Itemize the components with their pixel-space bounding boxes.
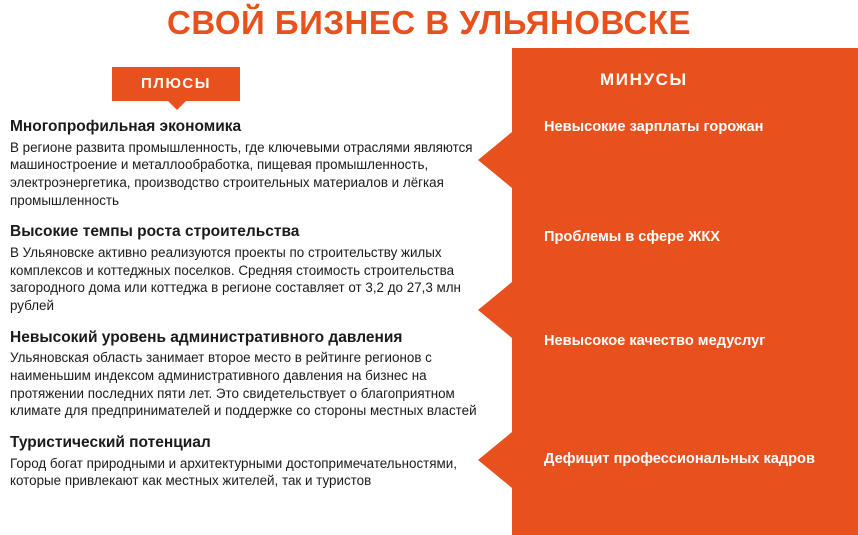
list-item: Проблемы в сфере ЖКХ — [544, 229, 721, 245]
plus-item-body: В Ульяновске активно реализуются проекты по строительству жилых комплексов и коттеджных поселков. Средняя стоимость строительства загородного дома или коттеджа в регионе составляет от 3,2 до 27,3 млн рублей — [10, 244, 461, 313]
list-item: Дефицит профессиональных кадров — [544, 451, 815, 467]
list-item — [10, 223, 480, 314]
plus-item-body: Ульяновская область занимает второе место в рейтинге регионов с наименьшим индексом административного давления на бизнес на протяжении последних пяти лет. Это свидетельствует о благоприятном климате для предпринимателей и поддержке со стороны местных властей — [10, 350, 477, 419]
page-title: СВОЙ БИЗНЕС В УЛЬЯНОВСКЕ — [166, 4, 691, 41]
pluses-badge — [112, 67, 240, 101]
plus-item-head: Туристический потенциал — [10, 434, 211, 452]
list-item — [10, 434, 480, 490]
plus-item-head: Многопрофильная экономика — [10, 118, 242, 135]
list-item — [10, 118, 480, 209]
plus-item-body: Город богат природными и архитектурными достопримечательностями, которые привлекают как местных жителей, так и туристов — [10, 455, 457, 489]
plus-item-body: В регионе развита промышленность, где ключевыми отраслями являются машиностроение и металлообработка, пищевая промышленность, электроэнергетика, производство строительных материалов и лёгкая промышленность — [10, 139, 473, 208]
pluses-list — [10, 118, 480, 504]
list-item: Невысокое качество медуслуг — [544, 333, 766, 349]
minuses-list — [544, 118, 854, 535]
plus-item-head: Высокие темпы роста строительства — [10, 223, 300, 241]
minuses-title: МИНУСЫ — [600, 70, 688, 89]
plus-item-head: Невысокий уровень административного давления — [10, 328, 403, 346]
pluses-badge-notch-icon — [168, 101, 186, 110]
list-item — [10, 329, 480, 420]
list-item: Невысокие зарплаты горожан — [544, 119, 764, 135]
pluses-badge-label: ПЛЮСЫ — [140, 75, 212, 92]
